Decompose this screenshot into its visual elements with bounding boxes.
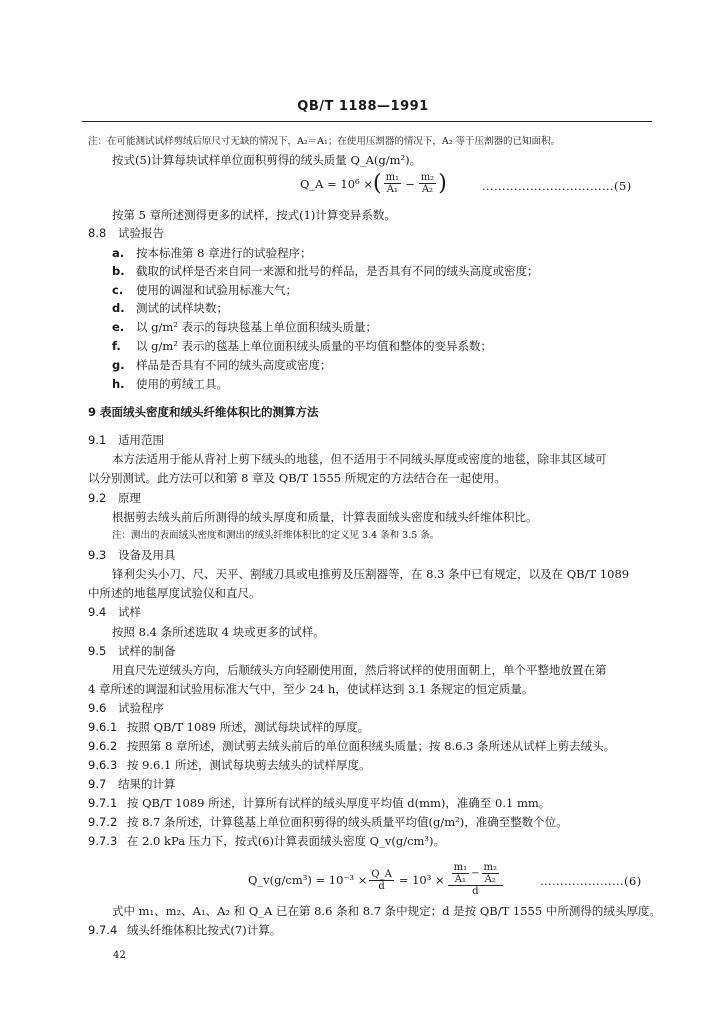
item-letter: a. — [112, 246, 125, 260]
item-letter: e. — [112, 320, 125, 334]
section-title: 设备及用具 — [117, 548, 176, 562]
item-letter: c. — [112, 283, 124, 297]
section-number: 9.6.3 — [88, 758, 118, 772]
list-item — [112, 263, 539, 279]
eq6-A1: A₁ — [454, 874, 467, 885]
section-9-heading: 9 表面绒头密度和绒头纤维体积比的测算方法 — [88, 405, 319, 419]
section-title: 原理 — [117, 491, 141, 505]
eq6-QA: Q_A — [371, 868, 392, 880]
subsection-9-7-1 — [88, 795, 550, 811]
section-9-2-heading — [88, 490, 141, 506]
eq6-minus: − — [471, 867, 480, 879]
eq5-frac1 — [384, 172, 402, 195]
subsection-text: 按照 QB/T 1089 所述，测试每块试样的厚度。 — [126, 720, 370, 734]
note: 注：测出的表面绒头密度和测出的绒头纤维体积比的定义见 3.4 条和 3.5 条。 — [112, 530, 440, 541]
section-9-6-heading — [88, 700, 164, 716]
eq5-A2: A₂ — [421, 184, 434, 195]
eq5-lhs: Q_A = 10⁶ × — [300, 176, 373, 191]
paragraph: 按照 8.4 条所述选取 4 块或更多的试样。 — [112, 625, 325, 639]
paragraph: 锋利尖头小刀、尺、天平、割绒刀具或电推剪及压割器等，在 8.3 条中已有规定，以及在 QB/T 1089 — [112, 567, 630, 581]
formula-intro: 按式(5)计算每块试样单位面积剪得的绒头质量 Q_A(g/m²)。 — [112, 153, 422, 167]
eq5-paren-open: ( — [372, 170, 382, 196]
section-number: 9.6.1 — [88, 720, 118, 734]
item-text: 使用的剪绒工具。 — [136, 377, 228, 391]
section-title: 结果的计算 — [117, 777, 176, 791]
subsection-9-6-2 — [88, 738, 615, 754]
eq6-d2: d — [472, 886, 479, 897]
eq6-d: d — [378, 880, 385, 892]
list-item — [112, 282, 297, 298]
section-number: 8.8 — [88, 226, 107, 240]
item-text: 使用的调湿和试验用标准大气； — [136, 283, 297, 297]
section-number: 9.7.1 — [88, 796, 118, 810]
eq6-number: …………………(6) — [540, 874, 642, 888]
section-9-1-heading — [88, 432, 164, 448]
eq5-minus: − — [405, 176, 415, 191]
section-number: 9.5 — [88, 644, 107, 658]
eq6-mid: = 10³ × — [398, 873, 445, 887]
section-title: 试样的制备 — [117, 644, 176, 658]
item-letter: b. — [112, 264, 125, 278]
paragraph: 以分别测试。此方法可以和第 8 章及 QB/T 1555 所规定的方法结合在一起使用。 — [88, 471, 506, 485]
section-9-3-heading — [88, 547, 175, 563]
list-item — [112, 245, 312, 261]
paragraph: 根据剪去绒头前后所测得的绒头厚度和质量，计算表面绒头密度和绒头纤维体积比。 — [112, 510, 538, 524]
list-item — [112, 300, 228, 316]
eq6-frac1 — [452, 862, 470, 885]
paragraph: 中所述的地毯厚度试验仪和直尺。 — [88, 586, 261, 600]
subsection-text: 按 QB/T 1089 所述，计算所有试样的绒头厚度平均值 d(mm)，准确至 0.1 mm。 — [126, 796, 551, 810]
header-rule — [82, 121, 652, 122]
item-text: 截取的试样是否来自同一来源和批号的样品，是否具有不同的绒头高度或密度； — [136, 264, 539, 278]
eq5-number: ……………………………(5) — [482, 179, 632, 193]
list-item — [112, 338, 492, 354]
section-number: 9.6 — [88, 701, 107, 715]
section-number: 9.3 — [88, 548, 107, 562]
paragraph: 本方法适用于能从背衬上剪下绒头的地毯，但不适用于不同绒头厚度或密度的地毯，除非其区域可 — [112, 452, 607, 466]
section-title: 试验报告 — [117, 226, 164, 240]
eq5-m2: m₂ — [420, 172, 435, 183]
section-number: 9.7 — [88, 777, 107, 791]
section-title: 试验程序 — [117, 701, 164, 715]
section-number: 9.7.3 — [88, 834, 118, 848]
section-number: 9.6.2 — [88, 739, 118, 753]
item-letter: f. — [112, 339, 121, 353]
subsection-text: 绒头纤维体积比按式(7)计算。 — [126, 923, 282, 937]
section-number: 9.2 — [88, 491, 107, 505]
eq6-A2: A₂ — [484, 874, 496, 885]
paragraph: 按第 5 章所述测得更多的试样，按式(1)计算变异系数。 — [112, 208, 396, 222]
eq6-m2: m₂ — [483, 862, 498, 873]
item-text: 按本标准第 8 章进行的试验程序； — [136, 246, 312, 260]
item-text: 以 g/m² 表示的每块毯基上单位面积绒头质量； — [136, 320, 378, 334]
item-text: 以 g/m² 表示的毯基上单位面积绒头质量的平均值和整体的变异系数； — [136, 339, 493, 353]
list-item — [112, 319, 377, 335]
paragraph: 4 章所述的调湿和试验用标准大气中，至少 24 h，使试样达到 3.1 条规定的恒定质量。 — [88, 682, 534, 696]
paragraph: 用直尺先逆绒头方向，后顺绒头方向轻刷使用面，然后将试样的使用面朝上，单个平整地放置在第 — [112, 663, 607, 677]
list-item — [112, 357, 332, 373]
page-number: 42 — [113, 950, 126, 961]
eq5-m1: m₁ — [385, 172, 400, 183]
note-area: 注：在可能测试试样剪绒后原尺寸无缺的情况下，A₂＝A₁；在使用压割器的情况下，A₂ 等于压割器的已知面积。 — [88, 136, 561, 147]
paragraph: 式中 m₁、m₂、A₁、A₂ 和 Q_A 已在第 8.6 条和 8.7 条中规定；d 是按 QB/T 1555 中所测得的绒头厚度。 — [112, 904, 661, 918]
section-title: 试样 — [117, 605, 141, 619]
section-9-7-heading — [88, 776, 175, 792]
eq6-compound-frac — [448, 862, 503, 898]
item-letter: d. — [112, 301, 125, 315]
section-8-8-heading — [88, 225, 164, 241]
eq5-frac2 — [419, 172, 437, 195]
eq6-m1: m₁ — [453, 862, 468, 873]
section-number: 9.7.2 — [88, 815, 118, 829]
eq6-numerator — [448, 862, 503, 886]
section-9-5-heading — [88, 643, 175, 659]
eq5-A1: A₁ — [386, 184, 398, 195]
subsection-text: 在 2.0 kPa 压力下，按式(6)计算表面绒头密度 Q_v(g/cm³)。 — [126, 834, 446, 848]
subsection-text: 按 8.7 条所述，计算毯基上单位面积剪得的绒头质量平均值(g/m²)，准确至整数个位。 — [126, 815, 568, 829]
item-letter: h. — [112, 377, 125, 391]
subsection-9-7-2 — [88, 814, 568, 830]
section-number: 9.7.4 — [88, 923, 118, 937]
eq6-lhs: Q_v(g/cm³) = 10⁻³ × — [248, 873, 368, 887]
subsection-9-6-3 — [88, 757, 371, 773]
list-item — [112, 376, 228, 392]
section-number: 9.1 — [88, 433, 107, 447]
section-9-4-heading — [88, 604, 141, 620]
eq6-frac-qa — [369, 869, 393, 892]
subsection-text: 按 9.6.1 所述，测试每块剪去绒头的试样厚度。 — [126, 758, 371, 772]
equation-6 — [248, 862, 503, 898]
item-text: 样品是否具有不同的绒头高度或密度； — [136, 358, 332, 372]
item-text: 测试的试样块数； — [136, 301, 228, 315]
subsection-9-7-4 — [88, 922, 281, 938]
eq6-frac2 — [482, 862, 500, 885]
eq5-paren-close: ) — [438, 170, 447, 196]
subsection-9-7-3 — [88, 833, 445, 849]
standard-code-header: QB/T 1188—1991 — [297, 99, 429, 114]
equation-5 — [300, 172, 447, 195]
section-title: 适用范围 — [117, 433, 164, 447]
section-number: 9.4 — [88, 605, 107, 619]
subsection-9-6-1 — [88, 719, 369, 735]
item-letter: g. — [112, 358, 125, 372]
subsection-text: 按照第 8 章所述，测试剪去绒头前后的单位面积绒头质量；按 8.6.3 条所述从试样上剪去绒头。 — [126, 739, 616, 753]
